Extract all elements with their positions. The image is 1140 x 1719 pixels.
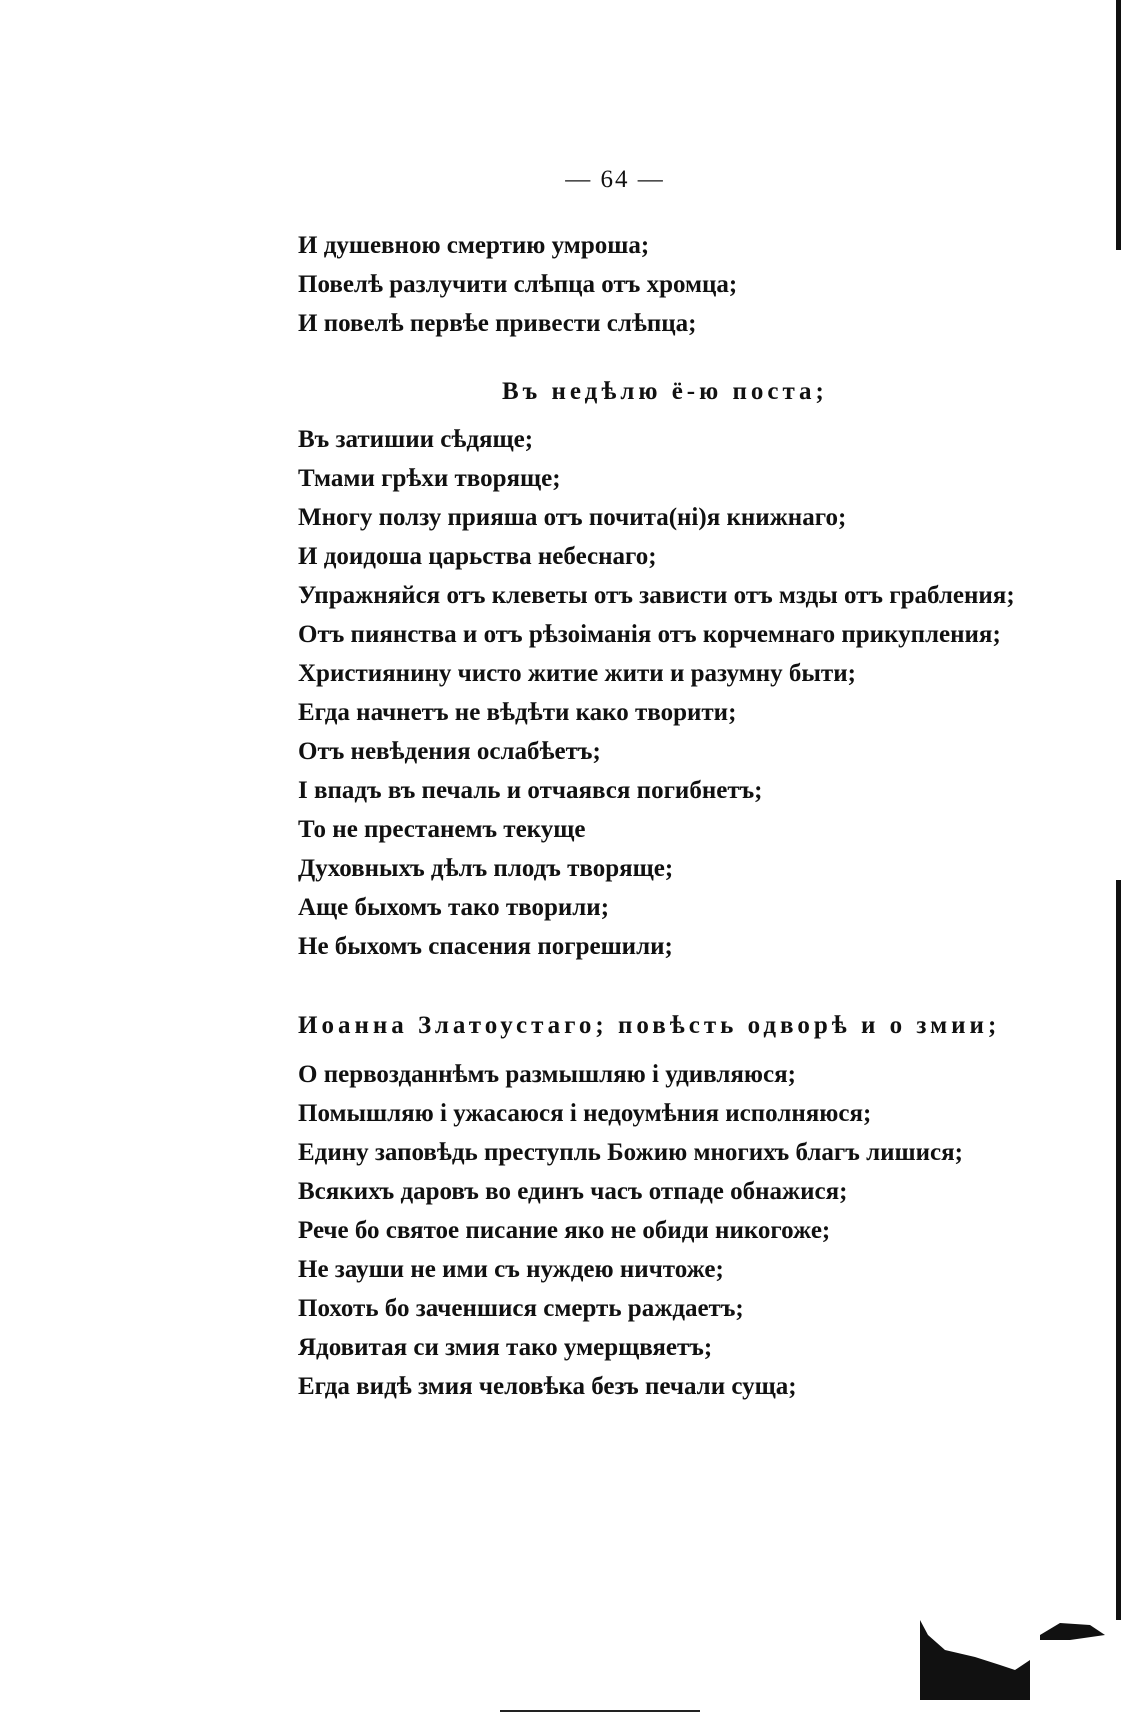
scan-bottom-line	[500, 1710, 700, 1712]
verse-line: Духовныхъ дѣлъ плодъ творяще;	[298, 855, 674, 882]
scan-edge-line	[1116, 880, 1121, 1620]
verse-line: Егда видѣ змия человѣка безъ печали суща;	[298, 1373, 797, 1400]
verse-line: Християнину чисто житие жити и разумну быти;	[298, 660, 856, 687]
verse-line: Не зауши не ими съ нуждею ничтоже;	[298, 1256, 724, 1283]
verse-line: Отъ невѣдения ослабѣетъ;	[298, 738, 601, 765]
verse-line: Отъ пиянства и отъ рѣзоіманія отъ корчемнаго прикупления;	[298, 621, 1001, 648]
verse-block-2	[298, 420, 1018, 966]
verse-block-3	[298, 1055, 1018, 1406]
verse-line: И доидоша царьства небеснаго;	[298, 543, 657, 570]
verse-line: И душевною смертию умроша;	[298, 232, 650, 259]
verse-line: Егда начнетъ не вѣдѣти како творити;	[298, 699, 737, 726]
verse-line: Аще быхомъ тако творили;	[298, 894, 610, 921]
verse-block-1	[298, 226, 1018, 343]
verse-line: О первозданнѣмъ размышляю і удивляюся;	[298, 1061, 796, 1088]
section-heading-2: Иоанна Златоустаго; повѣсть одворѣ и о змии;	[298, 1012, 1001, 1039]
verse-line: То не престанемъ текуще	[298, 816, 586, 843]
page-number: — 64 —	[565, 166, 665, 193]
verse-line: Едину заповѣдь преступль Божию многихъ благъ лишися;	[298, 1139, 963, 1166]
verse-line: Въ затишии сѣдяще;	[298, 426, 534, 453]
section-heading-1: Въ недѣлю ё-ю поста;	[502, 378, 828, 405]
verse-line: Помышляю і ужасаюся і недоумѣния исполняюся;	[298, 1100, 872, 1127]
verse-line: Повелѣ разлучити слѣпца отъ хромца;	[298, 271, 738, 298]
scan-edge-line	[1116, 0, 1121, 250]
verse-line: Ядовитая си змия тако умерщвяетъ;	[298, 1334, 713, 1361]
verse-line: I впадъ въ печаль и отчаявся погибнетъ;	[298, 777, 763, 804]
verse-line: И повелѣ первѣе привести слѣпца;	[298, 310, 697, 337]
verse-line: Тмами грѣхи творяще;	[298, 465, 561, 492]
verse-line: Рече бо святое писание яко не обиди никогоже;	[298, 1217, 831, 1244]
verse-line: Не быхомъ спасения погрешили;	[298, 933, 673, 960]
verse-line: Многу ползу прияша отъ почита(ні)я книжнаго;	[298, 504, 847, 531]
verse-line: Всякихъ даровъ во единъ часъ отпаде обнажися;	[298, 1178, 848, 1205]
scan-smudge	[920, 1595, 1140, 1705]
verse-line: Упражняйся отъ клеветы отъ зависти отъ мзды отъ грабления;	[298, 582, 1015, 609]
verse-line: Похоть бо заченшися смерть раждаетъ;	[298, 1295, 744, 1322]
